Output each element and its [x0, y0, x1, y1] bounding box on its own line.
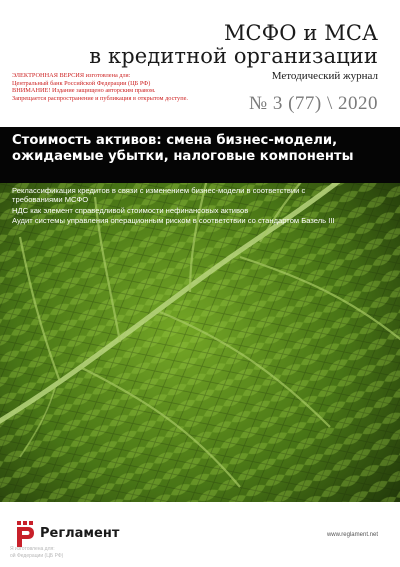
journal-title-line2: в кредитной организации: [89, 44, 378, 68]
publisher-name: Регламент: [40, 526, 120, 541]
notice-line: Запрещается распространение и публикация в открытом доступе.: [12, 94, 188, 102]
topic-item: Реклассификация кредитов в связи с изменением бизнес-модели в соответствии с требованиями МСФО: [12, 186, 306, 205]
reglament-logo-icon: [14, 521, 36, 547]
topics-list: [12, 186, 342, 227]
notice-line: Центральный банк Российской Федерации (ЦБ РФ): [12, 79, 151, 87]
electronic-version-notice: [12, 72, 232, 102]
leaf-cover-image: [0, 127, 400, 502]
notice-line: ВНИМАНИЕ! Издание защищено авторским правом.: [12, 87, 156, 95]
journal-title: [0, 22, 378, 68]
leaf-texture-illustration: [0, 127, 400, 502]
topic-item: Аудит системы управления операционным риском в соответствии со стандартом Базель III: [12, 216, 335, 226]
publisher-website: www.reglament.net: [326, 532, 378, 538]
notice-line: ЭЛЕКТРОННАЯ ВЕРСИЯ изготовлена для:: [12, 72, 131, 79]
journal-title-line1: МСФО и МСА: [223, 21, 378, 45]
issue-number: № 3 (77) \ 2020: [248, 93, 378, 114]
faint-watermark-line: ой Федерации (ЦБ РФ): [10, 553, 64, 559]
journal-subtitle: Методический журнал: [271, 70, 378, 82]
topic-item: НДС как элемент справедливой стоимости нефинансовых активов: [12, 205, 249, 215]
faint-watermark-line: Я изготовлена для:: [10, 546, 55, 552]
cover-headline: Стоимость активов: смена бизнес-модели, ожидаемые убытки, налоговые компоненты: [12, 133, 354, 164]
